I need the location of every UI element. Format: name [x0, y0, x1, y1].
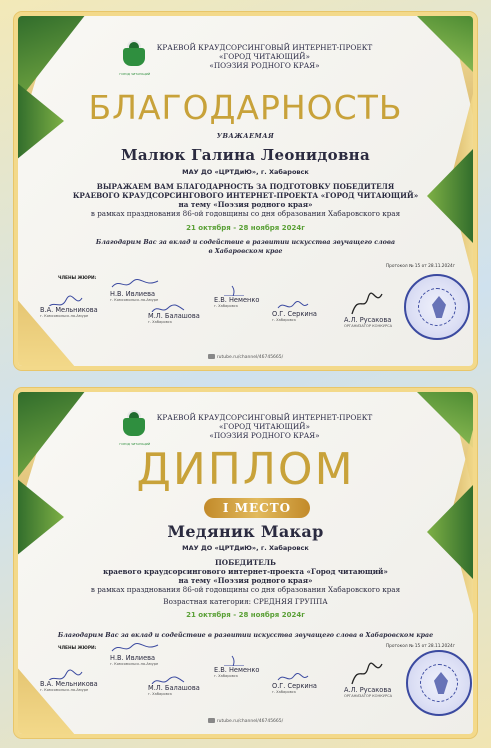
- thanks-line: Благодарим Вас за вклад и содействие в развитии искусства звучащего слова: [95, 239, 396, 246]
- signature-melnikova: В.А. Мельникова г. Комсомольск-на-Амуре: [40, 668, 98, 692]
- event-dates: 21 октября - 28 ноября 2024г: [186, 224, 305, 232]
- body-line: КРАЕВОГО КРАУДСОРСИНГОВОГО ИНТЕРНЕТ-ПРОЕКТА «ГОРОД ЧИТАЮЩИЙ»: [72, 191, 419, 200]
- signature-nemenko: Е.В. Неменко г. Хабаровск: [214, 284, 259, 308]
- signature-scribble-icon: [148, 300, 188, 312]
- gratitude-certificate: [14, 12, 477, 370]
- occasion-line: в рамках празднования 86-ой годовщины со дня образования Хабаровского края: [90, 209, 401, 218]
- body-line: на тему «Поэзия родного края»: [178, 576, 313, 585]
- project-name: КРАЕВОЙ КРАУДСОРСИНГОВЫЙ ИНТЕРНЕТ-ПРОЕКТ «ГОРОД ЧИТАЮЩИЙ» «ПОЭЗИЯ РОДНОГО КРАЯ»: [156, 412, 373, 440]
- video-channel-icon: [208, 354, 215, 359]
- recipient-school: МАУ ДО «ЦРТДиЮ», г. Хабаровск: [182, 544, 309, 552]
- signature-rusakova: А.Л. Русакова ОРГАНИЗАТОР КОНКУРСА: [344, 292, 392, 328]
- signature-scribble-icon: [214, 654, 254, 666]
- project-header: [18, 408, 473, 444]
- certificate-title: БЛАГОДАРНОСТЬ: [88, 88, 403, 127]
- recipient-block: [58, 132, 433, 256]
- signature-scribble-icon: [110, 278, 160, 290]
- signature-scribble-icon: [272, 298, 312, 310]
- signature-scribble-icon: [148, 672, 188, 684]
- event-dates: 21 октября - 28 ноября 2024г: [186, 611, 305, 619]
- project-header: [18, 38, 473, 74]
- age-category: Возрастная категория: СРЕДНЯЯ ГРУППА: [163, 597, 328, 606]
- video-channel-icon: [208, 718, 215, 723]
- thanks-line: в Хабаровском крае: [208, 247, 283, 255]
- signature-balashova: М.Л. Балашова г. Хабаровск: [148, 672, 200, 696]
- project-logo-icon: ГОРОД ЧИТАЮЩИЙ: [119, 408, 149, 444]
- signature-rusakova: А.Л. Русакова ОРГАНИЗАТОР КОНКУРСА: [344, 662, 392, 698]
- footer-link: rutube.ru/channel/46745665/: [18, 718, 473, 724]
- protocol-number: Протокол № 15 от 28.11.2024г: [385, 264, 455, 269]
- recipient-name: Медяник Макар: [167, 522, 324, 541]
- signature-ivlieva: Н.В. Ивлиева г. Комсомольск-на-Амуре: [110, 278, 160, 302]
- signature-nemenko: Е.В. Неменко г. Хабаровск: [214, 654, 259, 678]
- footer-link: rutube.ru/channel/46745665/: [18, 354, 473, 360]
- thanks-line: Благодарим Вас за вклад и содействие в развитии искусства звучащего слова в Хабаровском крае: [57, 632, 434, 639]
- signature-balashova: М.Л. Балашова г. Хабаровск: [148, 300, 200, 324]
- signature-scribble-icon: [110, 642, 160, 654]
- body-line: на тему «Поэзия родного края»: [178, 200, 313, 209]
- signature-scribble-icon: [214, 284, 254, 296]
- official-seal-icon: [404, 274, 470, 340]
- signature-scribble-icon: [40, 294, 84, 306]
- signature-scribble-icon: [40, 668, 84, 680]
- winner-label: ПОБЕДИТЕЛЬ: [215, 558, 276, 567]
- jury-label: ЧЛЕНЫ ЖЮРИ:: [58, 646, 97, 651]
- signature-scribble-icon: [344, 662, 384, 686]
- protocol-number: Протокол № 15 от 28.11.2024г: [385, 644, 455, 649]
- thanks-block: [38, 632, 453, 641]
- certificate-title: ДИПЛОМ: [136, 444, 355, 495]
- official-seal-icon: [406, 650, 472, 716]
- signature-serkina: О.Г. Серкина г. Хабаровск: [272, 298, 317, 322]
- recipient-school: МАУ ДО «ЦРТДиЮ», г. Хабаровск: [182, 168, 309, 176]
- body-line: краевого краудсорсингового интернет-проекта «Город читающий»: [103, 567, 388, 576]
- signature-serkina: О.Г. Серкина г. Хабаровск: [272, 670, 317, 694]
- signature-scribble-icon: [344, 292, 384, 316]
- project-name: КРАЕВОЙ КРАУДСОРСИНГОВЫЙ ИНТЕРНЕТ-ПРОЕКТ «ГОРОД ЧИТАЮЩИЙ» «ПОЭЗИЯ РОДНОГО КРАЯ»: [156, 42, 373, 70]
- project-logo-icon: ГОРОД ЧИТАЮЩИЙ: [119, 38, 149, 74]
- place-badge: I МЕСТО: [204, 498, 310, 518]
- jury-label: ЧЛЕНЫ ЖЮРИ:: [58, 276, 97, 281]
- recipient-name: Малюк Галина Леонидовна: [121, 146, 370, 164]
- signature-ivlieva: Н.В. Ивлиева г. Комсомольск-на-Амуре: [110, 642, 160, 666]
- diploma-certificate: [14, 388, 477, 738]
- body-line: ВЫРАЖАЕМ ВАМ БЛАГОДАРНОСТЬ ЗА ПОДГОТОВКУ ПОБЕДИТЕЛЯ: [96, 182, 395, 191]
- signature-melnikova: В.А. Мельникова г. Комсомольск-на-Амуре: [40, 294, 98, 318]
- signature-scribble-icon: [272, 670, 312, 682]
- recipient-block: [58, 522, 433, 619]
- salutation: УВАЖАЕМАЯ: [216, 132, 275, 140]
- occasion-line: в рамках празднования 86-ой годовщины со дня образования Хабаровского края: [90, 585, 401, 594]
